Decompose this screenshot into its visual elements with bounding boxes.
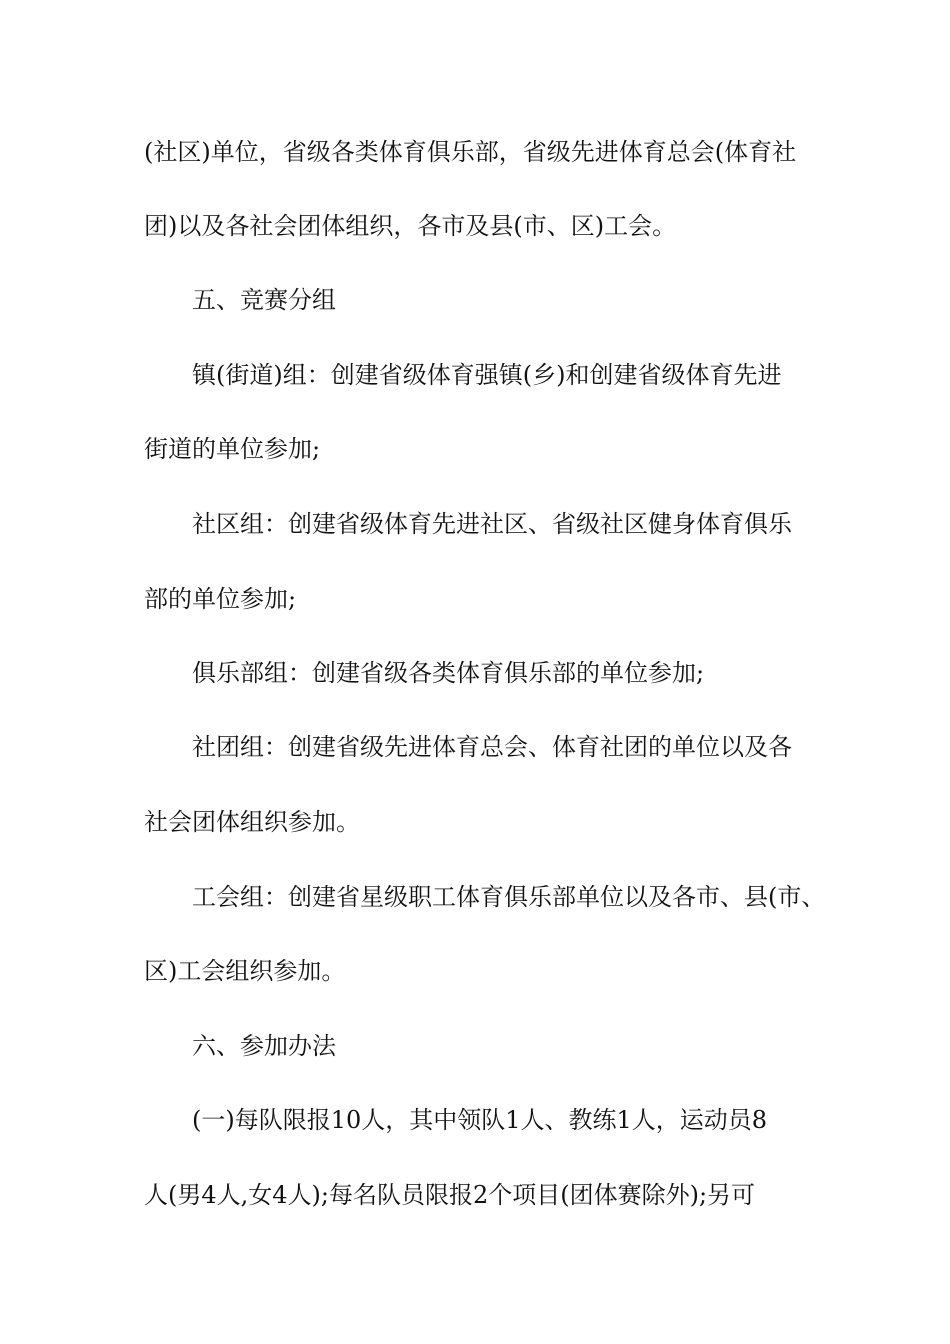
paragraph-line: 区)工会组织参加。 — [144, 957, 346, 985]
section-heading-participation-method: 六、参加办法 — [192, 1032, 336, 1060]
paragraph-line: 俱乐部组：创建省级各类体育俱乐部的单位参加; — [192, 659, 705, 687]
paragraph-line: 社团组：创建省级先进体育总会、体育社团的单位以及各 — [192, 733, 792, 761]
paragraph-line: 镇(街道)组：创建省级体育强镇(乡)和创建省级体育先进 — [192, 361, 782, 389]
paragraph-line: 工会组：创建省星级职工体育俱乐部单位以及各市、县(市、 — [192, 883, 826, 911]
section-heading-competition-groups: 五、竞赛分组 — [192, 286, 336, 314]
paragraph-line: 团)以及各社会团体组织，各市及县(市、区)工会。 — [144, 212, 677, 240]
paragraph-line: 部的单位参加; — [144, 585, 297, 613]
paragraph-line: 街道的单位参加; — [144, 435, 321, 463]
paragraph-line: 社区组：创建省级体育先进社区、省级社区健身体育俱乐 — [192, 510, 792, 538]
paragraph-line: (一)每队限报10人，其中领队1人、教练1人，运动员8 — [192, 1106, 768, 1134]
paragraph-line: (社区)单位，省级各类体育俱乐部，省级先进体育总会(体育社 — [144, 138, 797, 166]
paragraph-line: 社会团体组织参加。 — [144, 808, 360, 836]
paragraph-line: 人(男4人,女4人);每名队员限报2个项目(团体赛除外);另可 — [144, 1181, 756, 1209]
